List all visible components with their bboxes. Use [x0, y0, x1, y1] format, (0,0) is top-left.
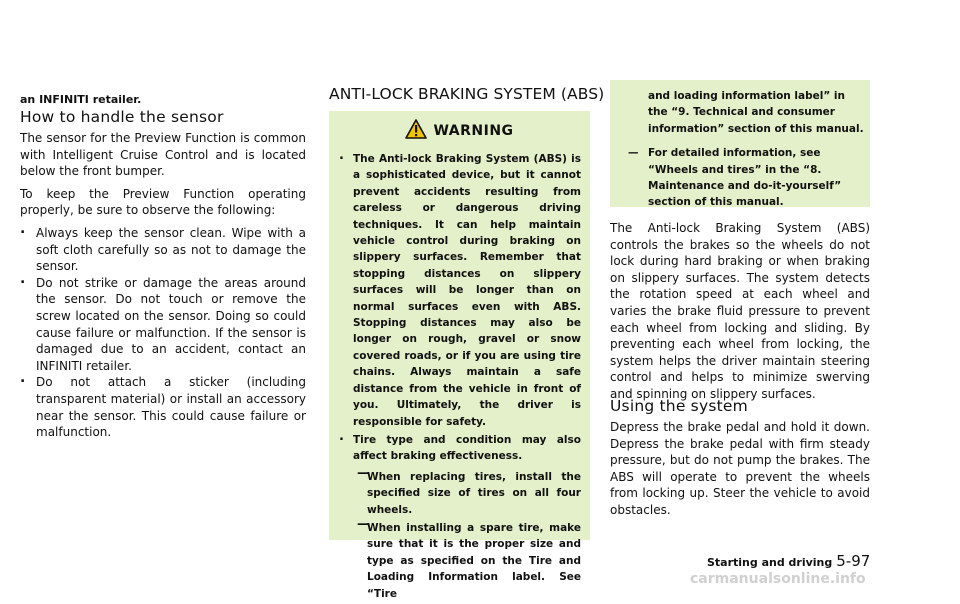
- page-number: 5-97: [836, 552, 871, 570]
- sensor-heading: How to handle the sensor: [20, 108, 224, 126]
- warning-sub-item: — When installing a spare tire, make sure that it is the proper size and type as specified on the Tire and Loading Information label. See “Tire: [353, 520, 581, 602]
- warning-header: [329, 119, 590, 142]
- sensor-keep-intro: To keep the Preview Function operating properly, be sure to observe the following:: [20, 186, 306, 218]
- warning-body-continued: [624, 88, 864, 211]
- page-footer: [707, 553, 870, 571]
- sensor-bullet: . Do not strike or damage the areas around the sensor. Do not touch or remove the screw located on the sensor. Doing so could cause failure or malfunction. If the sensor is damaged due to an accident, contact an INFINITI retailer.: [20, 275, 306, 375]
- warning-box-continued: [610, 80, 870, 207]
- section-name: Starting and driving: [707, 556, 833, 569]
- sensor-bullet: . Do not attach a sticker (including transparent material) or install an accessory near the sensor. This could cause failure or malfunction.: [20, 374, 306, 440]
- abs-section-title: ANTI-LOCK BRAKING SYSTEM (ABS): [329, 85, 605, 103]
- warning-sub-item: — For detailed information, see “Wheels and tires” in the “8. Maintenance and do-it-yourself” section of this manual.: [624, 145, 864, 211]
- warning-continued-text: and loading information label” in the “9. Technical and consumer information” section of this manual.: [648, 90, 864, 135]
- warning-label: WARNING: [433, 123, 514, 139]
- warning-triangle-icon: [405, 119, 427, 139]
- watermark: carmanualsonline.info: [690, 571, 866, 587]
- warning-box: [329, 111, 590, 600]
- sensor-bullet: . Always keep the sensor clean. Wipe with a soft cloth carefully so as not to damage the sensor.: [20, 225, 306, 275]
- warning-sub-list: [353, 469, 581, 602]
- abs-description: [610, 220, 870, 403]
- using-system-body: [610, 419, 870, 519]
- warning-bullet-list: [339, 151, 581, 602]
- sensor-body: [20, 130, 306, 441]
- using-system-heading: Using the system: [610, 397, 748, 415]
- warning-bullet-text: Tire type and condition may also affect braking effectiveness.: [353, 433, 581, 463]
- continued-text: an INFINITI retailer.: [20, 93, 142, 106]
- warning-bullet: . The Anti-lock Braking System (ABS) is a sophisticated device, but it cannot prevent accidents resulting from careless or dangerous driving techniques. It can help maintain vehicle control during braking on slippery surfaces. Remember that stopping distances on slippery surfaces will be longer than on normal surfaces even with ABS. Stopping distances may also be longer on rough, gravel or snow covered roads, or if you are using tire chains. Always maintain a safe distance from the vehicle in front of you. Ultimately, the driver is responsible for safety.: [339, 151, 581, 430]
- warning-body: [339, 151, 581, 604]
- abs-paragraph: The Anti-lock Braking System (ABS) controls the brakes so the wheels do not lock during hard braking or when braking on slippery surfaces. The system detects the rotation speed at each wheel and varies the brake fluid pressure to prevent each wheel from locking and sliding. By preventing each wheel from locking, the system helps the driver maintain steering control and helps to minimize swerving and spinning on slippery surfaces.: [610, 221, 870, 401]
- warning-sub-item: — When replacing tires, install the specified size of tires on all four wheels.: [353, 469, 581, 518]
- warning-bullet: [339, 432, 581, 602]
- sensor-bullet-list: [20, 225, 306, 441]
- using-system-paragraph: Depress the brake pedal and hold it down. Depress the brake pedal with firm steady pressure, but do not pump the brakes. The ABS will operate to prevent the wheels from locking up. Steer the vehicle to avoid obstacles.: [610, 420, 870, 517]
- sensor-intro: The sensor for the Preview Function is common with Intelligent Cruise Control and is located below the front bumper.: [20, 131, 306, 179]
